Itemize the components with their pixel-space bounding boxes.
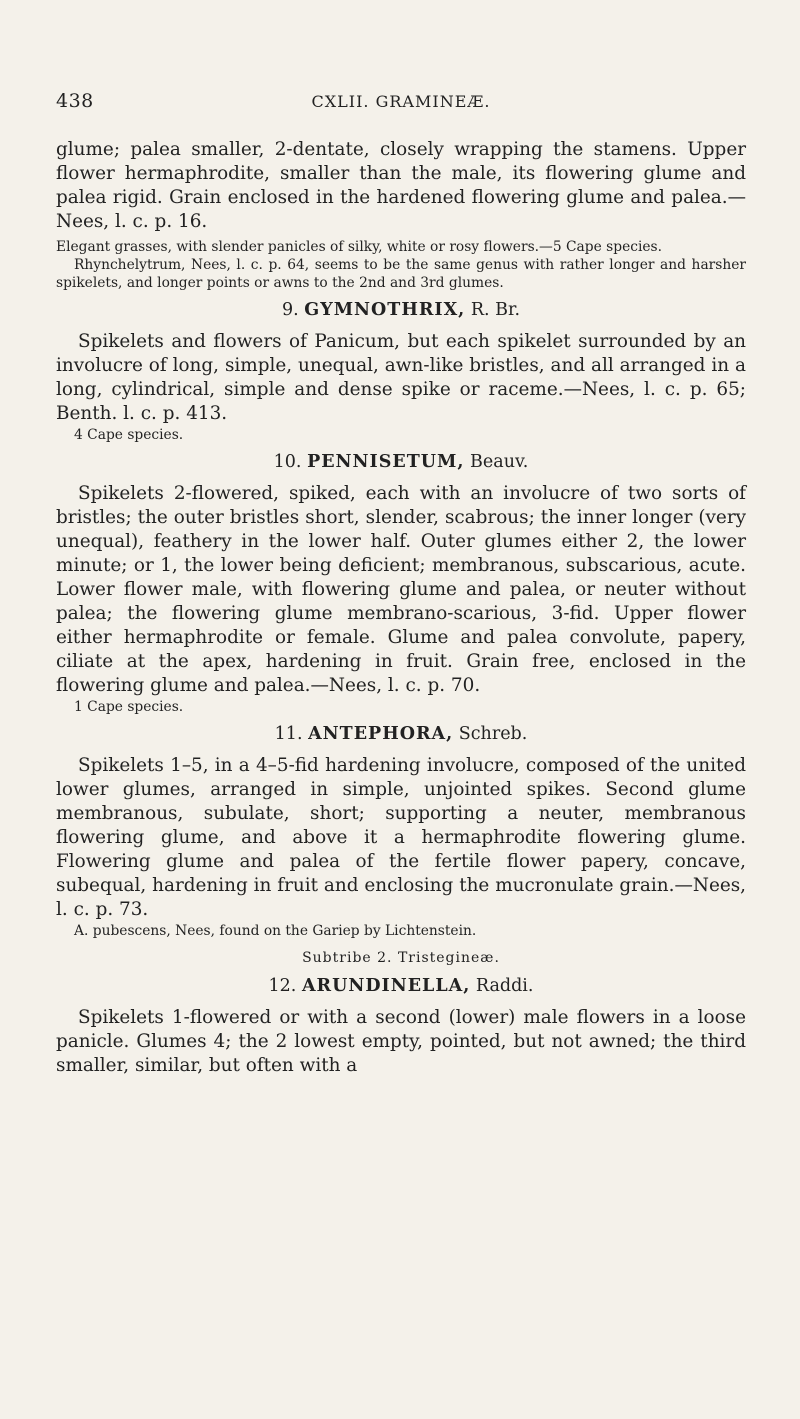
page-header [56,0,746,110]
paragraph: Spikelets 1–5, in a 4–5-fid hardening involucre, composed of the united lower glumes, arranged in simple, unjointed spikes. Second glume membranous, subulate, short; supporting a neuter, membranous flowering glume, and above it a hermaphrodite flowering glume. Flowering glume and palea of the fertile flower papery, concave, subequal, hardening in fruit and enclosing the mucronulate grain.—Nees, l. c. p. 73. [56,755,746,920]
genus-name: PENNISETUM, [307,452,465,472]
genus-heading [56,976,746,996]
paragraph: Spikelets 2-flowered, spiked, each with an involucre of two sorts of bristles; the outer bristles short, slender, scabrous; the inner longer (very unequal), feathery in the lower half. Outer glumes either 2, the lower minute; or 1, the lower being deficient; membranous, subscarious, acute. Lower flower male, with flowering glume and palea, or neuter without palea; the flowering glume membrano-scarious, 3-fid. Upper flower either hermaphrodite or female. Glume and palea convolute, papery, ciliate at the apex, hardening in fruit. Grain free, enclosed in the flowering glume and palea.—Nees, l. c. p. 70. [56,483,746,696]
note: 4 Cape species. [74,427,184,443]
note: 1 Cape species. [74,699,184,715]
genus-author: Beauv. [470,452,529,472]
book-page [56,0,746,1076]
genus-name: GYMNOTHRIX, [304,300,466,320]
page-number: 438 [56,90,94,112]
genus-author: R. Br. [470,300,521,320]
genus-author: Schreb. [458,724,528,744]
paragraph: Spikelets 1-flowered or with a second (lower) male flowers in a loose panicle. Glumes 4; the 2 lowest empty, pointed, but not awned; the third smaller, similar, but often with a [56,1007,746,1076]
paragraph: Spikelets and flowers of Panicum, but each spikelet surrounded by an involucre of long, simple, unequal, awn-like bristles, and all arranged in a long, cylindrical, simple and dense spike or raceme.—Nees, l. c. p. 65; Benth. l. c. p. 413. [56,331,746,424]
genus-number: 11. [274,724,303,744]
subtribe-heading: Subtribe 2. Tristegineæ. [302,950,500,966]
genus-heading [56,300,746,320]
page-content [56,138,746,1078]
genus-heading [56,724,746,744]
paragraph: glume; palea smaller, 2-dentate, closely wrapping the stamens. Upper flower hermaphrodite, smaller than the male, its flowering glume and palea rigid. Grain enclosed in the hardened flowering glume and palea.—Nees, l. c. p. 16. [56,139,746,232]
genus-name: ARUNDINELLA, [301,976,471,996]
genus-number: 9. [281,300,299,320]
genus-heading [56,452,746,472]
genus-name: ANTEPHORA, [308,724,454,744]
genus-number: 10. [273,452,302,472]
genus-number: 12. [268,976,297,996]
note: Elegant grasses, with slender panicles of silky, white or rosy flowers.—5 Cape species. [56,239,663,255]
genus-author: Raddi. [475,976,534,996]
note: A. pubescens, Nees, found on the Gariep by Lichtenstein. [74,923,477,939]
running-head: CXLII. GRAMINEÆ. [311,92,491,111]
note: Rhynchelytrum, Nees, l. c. p. 64, seems to be the same genus with rather longer and harsher spikelets, and longer points or awns to the 2nd and 3rd glumes. [56,257,746,291]
